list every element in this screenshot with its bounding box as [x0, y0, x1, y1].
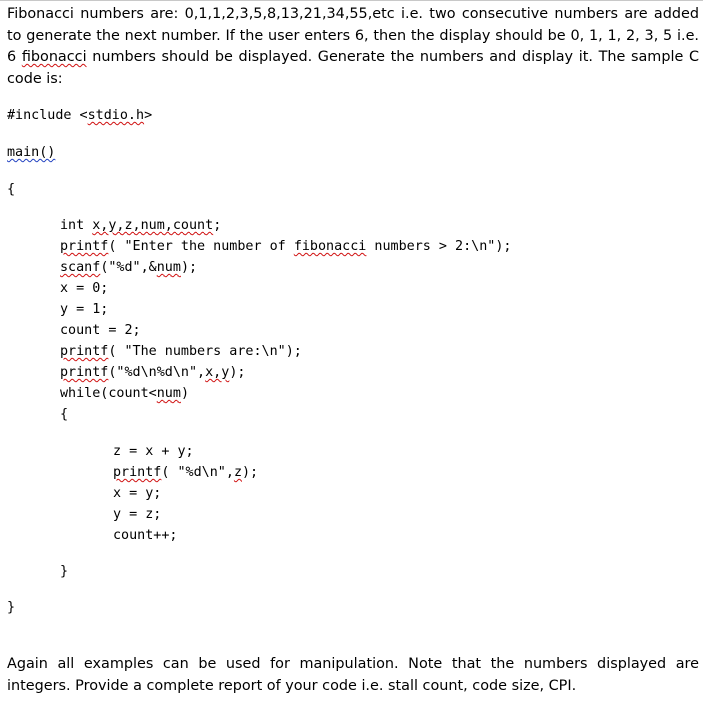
intro-paragraph — [7, 4, 699, 90]
code-line-z-assign: z = x + y; — [113, 444, 194, 459]
code-line-main: main() — [7, 145, 56, 160]
code-line-inner-brace-close: } — [60, 564, 69, 579]
intro-text-2: numbers should be displayed. Generate the numbers and display it. The sample C code is: — [7, 49, 699, 87]
code-line-brace-open: { — [7, 182, 16, 197]
code-line-brace-close: } — [7, 600, 16, 615]
outro-paragraph: Again all examples can be used for manipulation. Note that the numbers displayed are integers. Provide a complete report of your code i.e. stall count, code size, CPI. — [7, 656, 699, 694]
code-line-printf-z: printf( "%d\n",z); — [113, 465, 259, 480]
code-line-scanf: scanf("%d",&num); — [60, 260, 198, 275]
code-line-count-increment: count++; — [113, 528, 178, 543]
code-line-x-assign: x = y; — [113, 486, 162, 501]
code-line-printf-prompt: printf( "Enter the number of fibonacci numbers > 2:\n"); — [60, 239, 512, 254]
intro-text-1: Fibonacci numbers are: 0,1,1,2,3,5,8,13,21,34,55,etc i.e. two consecutive numbers are added to generate the next number. If the user enters 6, then the display should be 0, 1, 1, 2, 3, 5 i.e. 6 — [7, 6, 699, 65]
code-line-assign-count: count = 2; — [60, 323, 141, 338]
code-line-assign-x: x = 0; — [60, 281, 109, 296]
code-line-printf-header: printf( "The numbers are:\n"); — [60, 344, 302, 359]
code-line-assign-y: y = 1; — [60, 302, 109, 317]
code-line-y-assign: y = z; — [113, 507, 162, 522]
intro-misspelled-word: fibonacci — [21, 49, 87, 65]
code-line-include: #include <stdio.h> — [7, 108, 153, 123]
code-line-decl: int x,y,z,num,count; — [60, 218, 222, 233]
code-line-while: while(count<num) — [60, 386, 189, 401]
top-divider — [0, 0, 703, 1]
code-line-inner-brace-open: { — [60, 407, 69, 422]
code-line-printf-first-two: printf("%d\n%d\n",x,y); — [60, 365, 246, 380]
